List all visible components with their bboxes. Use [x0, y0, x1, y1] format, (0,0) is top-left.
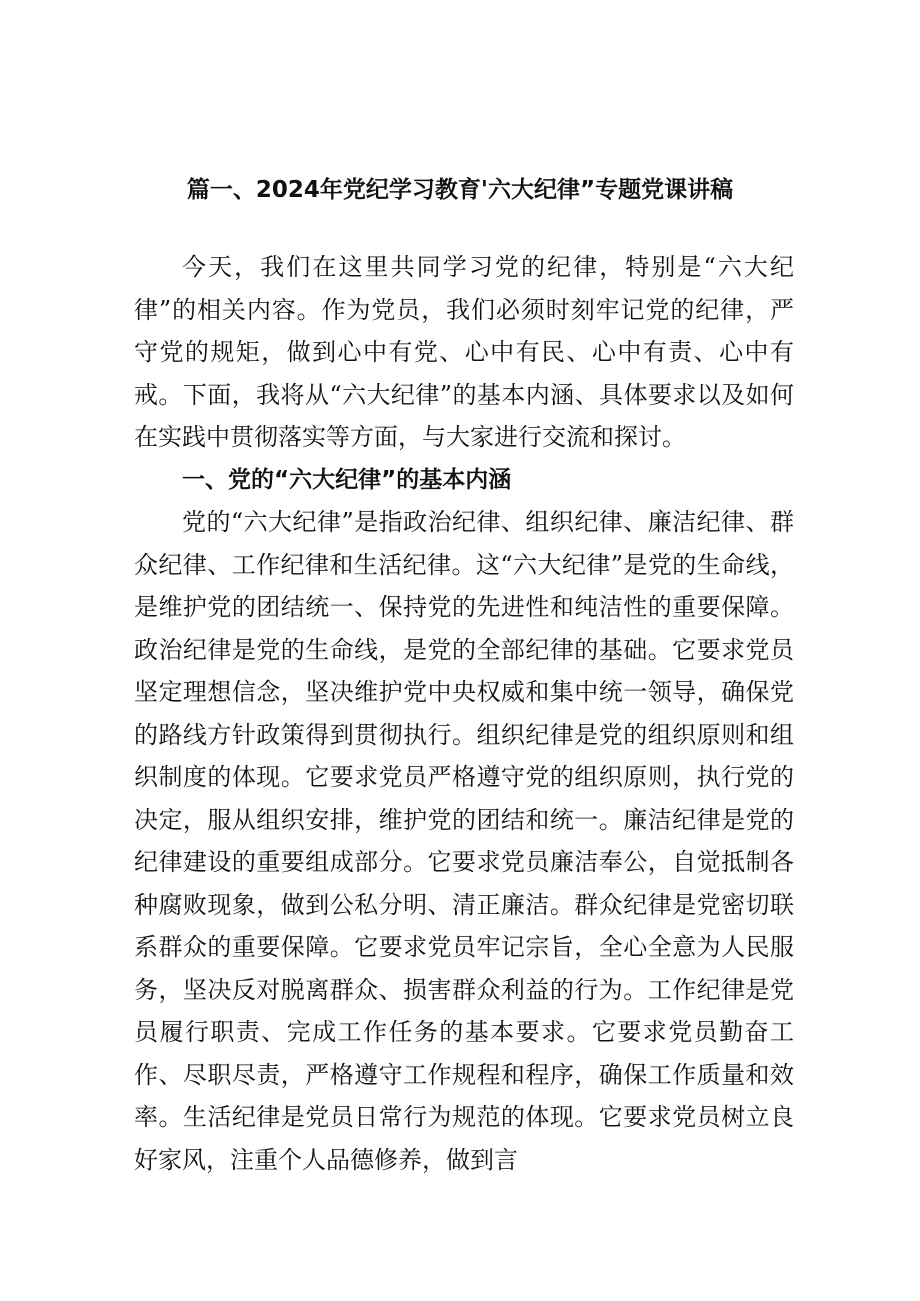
document-body — [134, 246, 794, 1181]
document-title: 篇一、2024年党纪学习教育'六大纪律”专题党课讲稿 — [186, 177, 734, 203]
section-heading: 一、党的“六大纪律”的基本内涵 — [182, 466, 512, 493]
intro-paragraph: 今天，我们在这里共同学习党的纪律，特别是“六大纪律”的相关内容。作为党员，我们必须时刻牢记党的纪律，严守党的规矩，做到心中有党、心中有民、心中有责、心中有戒。下面，我将从“六大纪律”的基本内涵、具体要求以及如何在实践中贯彻落实等方面，与大家进行交流和探讨。 — [134, 253, 794, 451]
section-paragraph: 党的“六大纪律”是指政治纪律、组织纪律、廉洁纪律、群众纪律、工作纪律和生活纪律。这“六大纪律”是党的生命线，是维护党的团结统一、保持党的先进性和纯洁性的重要保障。政治纪律是党的生命线，是党的全部纪律的基础。它要求党员坚定理想信念，坚决维护党中央权威和集中统一领导，确保党的路线方针政策得到贯彻执行。组织纪律是党的组织原则和组织制度的体现。它要求党员严格遵守党的组织原则，执行党的决定，服从组织安排，维护党的团结和统一。廉洁纪律是党的纪律建设的重要组成部分。它要求党员廉洁奉公，自觉抵制各种腐败现象，做到公私分明、清正廉洁。群众纪律是党密切联系群众的重要保障。它要求党员牢记宗旨，全心全意为人民服务，坚决反对脱离群众、损害群众利益的行为。工作纪律是党员履行职责、完成工作任务的基本要求。它要求党员勤奋工作、尽职尽责，严格遵守工作规程和程序，确保工作质量和效率。生活纪律是党员日常行为规范的体现。它要求党员树立良好家风，注重个人品德修养，做到言 — [134, 508, 794, 1174]
